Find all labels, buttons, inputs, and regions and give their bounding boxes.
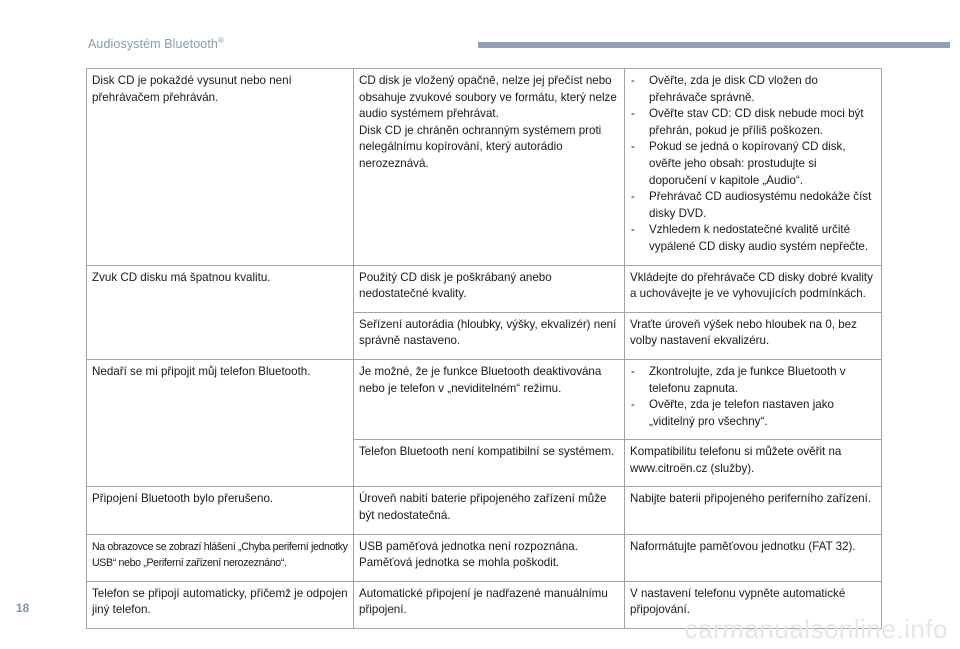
list-item: - Přehrávač CD audiosystému nedokáže číst disky DVD. bbox=[630, 189, 876, 222]
solution-cell bbox=[625, 534, 882, 581]
page-header-title bbox=[88, 36, 224, 51]
solution-cell bbox=[625, 69, 882, 266]
cause-text: Je možné, že je funkce Bluetooth deaktivována nebo je telefon v „neviditelném“ režimu. bbox=[359, 364, 602, 395]
problem-cell bbox=[87, 581, 354, 628]
cause-text: Disk CD je chráněn ochranným systémem proti nelegálnímu kopírování, který autorádio nerozeznává. bbox=[359, 123, 602, 170]
list-item: - Vzhledem k nedostatečné kvalitě určité vypálené CD disky audio systém nepřečte. bbox=[630, 222, 876, 255]
problem-text: Disk CD je pokaždé vysunut nebo není přehrávačem přehráván. bbox=[92, 74, 292, 104]
problem-cell bbox=[87, 265, 354, 359]
watermark: carmanualsonline.info bbox=[684, 614, 948, 644]
list-item: - Zkontrolujte, zda je funkce Bluetooth v telefonu zapnuta. bbox=[630, 364, 876, 397]
solution-cell bbox=[625, 440, 882, 487]
cause-cell bbox=[354, 581, 625, 628]
solution-list bbox=[630, 73, 876, 256]
list-item: - Ověřte, zda je disk CD vložen do přehrávače správně. bbox=[630, 73, 876, 106]
problem-text: Zvuk CD disku má špatnou kvalitu. bbox=[92, 270, 271, 284]
problem-text: Nedaří se mi připojit můj telefon Bluetooth. bbox=[92, 364, 311, 378]
problem-cell bbox=[87, 534, 354, 581]
cause-cell bbox=[354, 534, 625, 581]
solution-text: Naformátujte paměťovou jednotku (FAT 32). bbox=[630, 539, 856, 553]
cause-text: Seřízení autorádia (hloubky, výšky, ekvalizér) není správně nastaveno. bbox=[359, 317, 617, 348]
solution-text: Kompatibilitu telefonu si můžete ověřit na www.citroën.cz (služby). bbox=[630, 445, 842, 475]
cause-text: CD disk je vložený opačně, nelze jej přečíst nebo obsahuje zvukové soubory ve formátu, který nelze audio systémem přehrávat. bbox=[359, 74, 617, 121]
page-number: 18 bbox=[16, 601, 30, 615]
solution-cell bbox=[625, 265, 882, 312]
solution-list bbox=[630, 364, 876, 430]
cause-text: Úroveň nabití baterie připojeného zařízení může být nedostatečná. bbox=[359, 492, 607, 523]
list-item: - Ověřte stav CD: CD disk nebude moci být přehrán, pokud je příliš poškozen. bbox=[630, 106, 876, 139]
problem-text: Na obrazovce se zobrazí hlášení „Chyba periferní jednotky USB“ nebo „Periferní zařízení nerozeznáno“. bbox=[92, 540, 348, 570]
troubleshooting-table bbox=[86, 68, 882, 629]
cause-cell bbox=[354, 487, 625, 534]
solution-text: Nabijte baterii připojeného periferního zařízení. bbox=[630, 492, 872, 506]
solution-cell bbox=[625, 312, 882, 359]
cause-cell bbox=[354, 265, 625, 312]
header-title-text: Audiosystém Bluetooth bbox=[88, 37, 218, 52]
header-accent-bar bbox=[478, 42, 950, 48]
cause-text: Automatické připojení je nadřazené manuálnímu připojení. bbox=[359, 586, 608, 617]
cause-cell bbox=[354, 440, 625, 487]
problem-text: Připojení Bluetooth bylo přerušeno. bbox=[92, 492, 274, 506]
problem-text: Telefon se připojí automaticky, přičemž je odpojen jiný telefon. bbox=[92, 586, 348, 617]
solution-cell bbox=[625, 359, 882, 439]
solution-text: Vraťte úroveň výšek nebo hloubek na 0, bez volby nastavení ekvalizéru. bbox=[630, 317, 857, 348]
table-row bbox=[87, 359, 882, 439]
problem-cell bbox=[87, 487, 354, 534]
registered-mark: ® bbox=[217, 36, 224, 45]
table-row bbox=[87, 534, 882, 581]
cause-text: Telefon Bluetooth není kompatibilní se systémem. bbox=[359, 445, 615, 459]
solution-text: Vkládejte do přehrávače CD disky dobré kvality a uchovávejte je ve vyhovujících podmínkách. bbox=[630, 270, 873, 301]
cause-cell bbox=[354, 69, 625, 266]
table-row bbox=[87, 69, 882, 266]
list-item: - Ověřte, zda je telefon nastaven jako „viditelný pro všechny“. bbox=[630, 397, 876, 430]
table-row bbox=[87, 487, 882, 534]
solution-cell bbox=[625, 487, 882, 534]
cause-text: Použitý CD disk je poškrábaný anebo nedostatečné kvality. bbox=[359, 270, 552, 301]
cause-cell bbox=[354, 312, 625, 359]
solution-text: V nastavení telefonu vypněte automatické připojování. bbox=[630, 586, 846, 617]
cause-text: USB paměťová jednotka není rozpoznána. Paměťová jednotka se mohla poškodit. bbox=[359, 539, 578, 570]
problem-cell bbox=[87, 359, 354, 487]
table-row bbox=[87, 265, 882, 312]
list-item: - Pokud se jedná o kopírovaný CD disk, ověřte jeho obsah: prostudujte si doporučení v kapitole „Audio“. bbox=[630, 139, 876, 189]
cause-cell bbox=[354, 359, 625, 439]
problem-cell bbox=[87, 69, 354, 266]
